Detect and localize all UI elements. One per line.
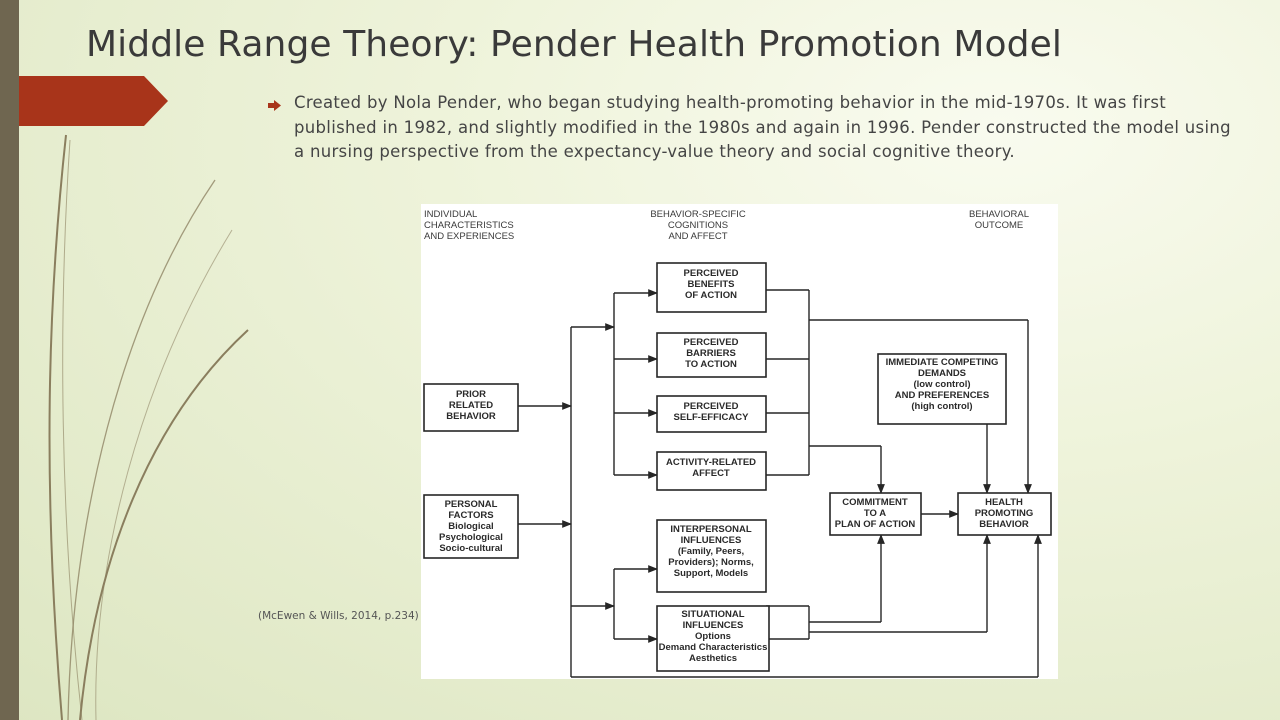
benefits-line-3: OF ACTION <box>685 290 737 301</box>
situational-line-2: INFLUENCES <box>682 620 744 631</box>
barriers-line-1: PERCEIVED <box>683 337 739 348</box>
health-behavior-line-2: PROMOTING <box>974 508 1034 519</box>
right-arrow-bullet-icon <box>268 100 281 111</box>
bullet-text: Created by Nola Pender, who began studying health-promoting behavior in the mid-1970s. It was first published in 1982, and slightly modified in the 1980s and again in 1996. Pender constructed the model using a nursing perspective from the expectancy-value theory and social cognitive theory. <box>294 93 1231 161</box>
commitment-line-1: COMMITMENT <box>842 497 908 508</box>
citation: (McEwen & Wills, 2014, p.234) <box>258 610 419 622</box>
activity-affect-line-1: ACTIVITY-RELATED <box>665 457 757 468</box>
prior-behavior-line-3: BEHAVIOR <box>446 411 496 422</box>
header-behavior-specific-1: BEHAVIOR-SPECIFIC <box>650 209 746 220</box>
prior-behavior-line-1: PRIOR <box>455 389 487 400</box>
self-efficacy-line-1: PERCEIVED <box>683 401 739 412</box>
self-efficacy-line-2: SELF-EFFICACY <box>673 412 749 423</box>
prior-behavior-line-2: RELATED <box>448 400 494 411</box>
personal-factors-line-3: Biological <box>448 521 494 532</box>
pender-model-diagram <box>421 204 1058 679</box>
competing-demands-line-4: AND PREFERENCES <box>894 390 990 401</box>
slide-title: Middle Range Theory: Pender Health Promotion Model <box>86 24 1062 65</box>
competing-demands-line-3: (low control) <box>913 379 971 390</box>
commitment-line-3: PLAN OF ACTION <box>834 519 916 530</box>
activity-affect-line-2: AFFECT <box>692 468 730 479</box>
accent-tab <box>19 76 168 126</box>
header-individual-2: CHARACTERISTICS <box>424 220 514 231</box>
commitment-line-2: TO A <box>863 508 887 519</box>
situational-line-3: Options <box>695 631 731 642</box>
health-behavior-line-3: BEHAVIOR <box>979 519 1029 530</box>
header-individual-3: AND EXPERIENCES <box>424 231 515 242</box>
header-behavior-specific-3: AND AFFECT <box>668 231 728 242</box>
competing-demands-line-5: (high control) <box>911 401 973 412</box>
interpersonal-line-1: INTERPERSONAL <box>670 524 752 535</box>
diagram-connectors <box>518 290 1038 677</box>
health-behavior-line-1: HEALTH <box>985 497 1023 508</box>
situational-line-5: Aesthetics <box>688 653 738 664</box>
benefits-line-1: PERCEIVED <box>683 268 739 279</box>
barriers-line-2: BARRIERS <box>686 348 736 359</box>
personal-factors-line-2: FACTORS <box>448 510 494 521</box>
situational-line-1: SITUATIONAL <box>681 609 745 620</box>
header-behavior-specific-2: COGNITIONS <box>667 220 729 231</box>
personal-factors-line-1: PERSONAL <box>444 499 498 510</box>
personal-factors-line-5: Socio-cultural <box>439 543 503 554</box>
header-individual-1: INDIVIDUAL <box>424 209 478 220</box>
interpersonal-line-2: INFLUENCES <box>680 535 742 546</box>
interpersonal-line-4: Providers); Norms, <box>668 557 754 568</box>
interpersonal-line-3: (Family, Peers, <box>677 546 745 557</box>
competing-demands-line-2: DEMANDS <box>917 368 967 379</box>
personal-factors-line-4: Psychological <box>439 532 503 543</box>
header-outcome-1: BEHAVIORAL <box>968 209 1030 220</box>
interpersonal-line-5: Support, Models <box>673 568 749 579</box>
barriers-line-3: TO ACTION <box>685 359 737 370</box>
header-outcome-2: OUTCOME <box>974 220 1024 231</box>
benefits-line-2: BENEFITS <box>687 279 735 290</box>
situational-line-4: Demand Characteristics <box>658 642 768 653</box>
competing-demands-line-1: IMMEDIATE COMPETING <box>885 357 999 368</box>
